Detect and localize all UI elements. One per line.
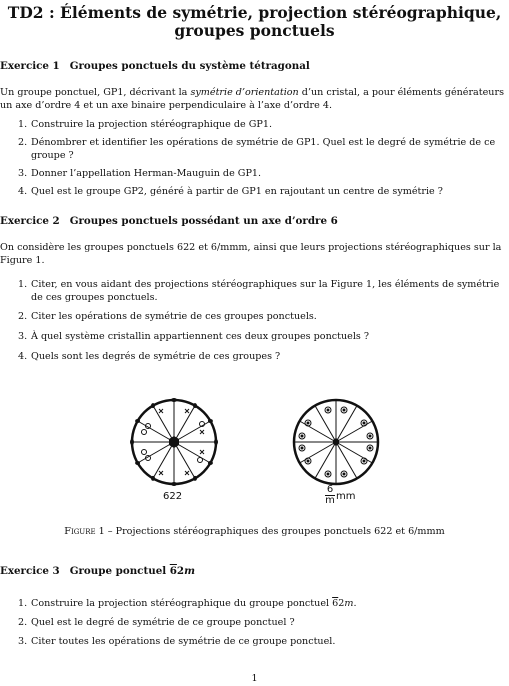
figure-label-622: 622: [163, 491, 183, 502]
item-text-2: 2: [338, 598, 345, 609]
item-text: À quel système cristallin appartiennent ces deux groupes ponctuels ?: [31, 331, 370, 342]
figure-label-6-over-m: [325, 485, 335, 506]
item-number: 1.: [18, 598, 28, 609]
item-number: 3.: [18, 636, 28, 647]
intro-emphasis: symétrie d’orientation: [190, 87, 299, 98]
figure-622-projection: [128, 396, 220, 488]
exercise-2-number: Exercice 2: [0, 215, 60, 227]
intro-text-a: Un groupe ponctuel, GP1, décrivant la: [0, 87, 191, 98]
caption-text: – Projections stéréographiques des groupes ponctuels 622 et 6/mmm: [104, 526, 445, 537]
caption-prefix: Figure 1: [64, 526, 105, 537]
fraction-denominator: m: [325, 495, 335, 506]
exercise-3-number: Exercice 3: [0, 565, 60, 577]
exercise-3-title-m: m: [184, 565, 195, 577]
item-text: Quel est le groupe GP2, généré à partir de GP1 en rajoutant un centre de symétrie ?: [31, 186, 443, 197]
exercise-1-intro-line2: un axe d’ordre 4 et un axe binaire perpendiculaire à l’axe d’ordre 4.: [0, 100, 333, 111]
item-text: Construire la projection stéréographique de GP1.: [31, 119, 273, 130]
exercise-3-overlined-6: 6: [169, 565, 177, 577]
item-text: Donner l’appellation Herman-Mauguin de GP1.: [31, 168, 262, 179]
intro-text-b: d’un cristal, a pour éléments générateurs: [298, 87, 504, 98]
item-text-continued: de ces groupes ponctuels.: [31, 292, 158, 303]
figure-label-mm: mm: [336, 491, 356, 502]
exercise-2-title: Groupes ponctuels possédant un axe d’ordre 6: [69, 215, 338, 227]
item-number: 2.: [18, 617, 28, 628]
item-number: 2.: [18, 311, 28, 322]
item-number: 3.: [18, 168, 28, 179]
exercise-2-intro-line1: On considère les groupes ponctuels 622 et 6/mmm, ainsi que leurs projections stéréographiques sur la: [0, 242, 502, 253]
item-text: Citer toutes les opérations de symétrie de ce groupe ponctuel.: [31, 636, 336, 647]
item-text: Quel est le degré de symétrie de ce groupe ponctuel ?: [31, 617, 295, 628]
item-text-continued: groupe ?: [31, 150, 74, 161]
item-number: 4.: [18, 186, 28, 197]
item-text: Citer les opérations de symétrie de ces groupes ponctuels.: [31, 311, 317, 322]
page-number: 1: [251, 673, 258, 684]
item-number: 4.: [18, 351, 28, 362]
exercise-3-title: Groupe ponctuel: [69, 565, 170, 577]
item-text: Dénombrer et identifier les opérations de symétrie de GP1. Quel est le degré de symétrie de ce: [31, 137, 496, 148]
exercise-3-heading: [0, 565, 195, 577]
item-number: 1.: [18, 119, 28, 130]
exercise-1-intro-line1: [0, 86, 509, 99]
item-number: 3.: [18, 331, 28, 342]
document-title-line1: TD2 : Éléments de symétrie, projection stéréographique,: [7, 3, 502, 22]
fraction-numerator: 6: [326, 484, 334, 495]
item-text-m: m: [344, 598, 354, 609]
exercise-1-title: Groupes ponctuels du système tétragonal: [69, 60, 310, 72]
item-number: 2.: [18, 137, 28, 148]
item-number: 1.: [18, 279, 28, 290]
exercise-1-number: Exercice 1: [0, 60, 60, 72]
item-text-end: .: [353, 598, 357, 609]
item-overlined-6: 6: [332, 598, 339, 609]
exercise-1-heading: [0, 60, 310, 72]
exercise-3-title-2: 2: [176, 565, 185, 577]
item-text: [31, 597, 508, 610]
item-text: Citer, en vous aidant des projections stéréographiques sur la Figure 1, les éléments de symétrie: [31, 279, 500, 290]
figure-6-mmm-projection: [290, 396, 382, 488]
exercise-2-heading: [0, 215, 338, 227]
exercise-2-intro-line2: Figure 1.: [0, 255, 45, 266]
figure-caption: [0, 526, 509, 537]
item-text: Quels sont les degrés de symétrie de ces groupes ?: [31, 351, 281, 362]
document-title-line2: groupes ponctuels: [174, 21, 335, 40]
item-text-main: Construire la projection stéréographique du groupe ponctuel: [31, 598, 333, 609]
